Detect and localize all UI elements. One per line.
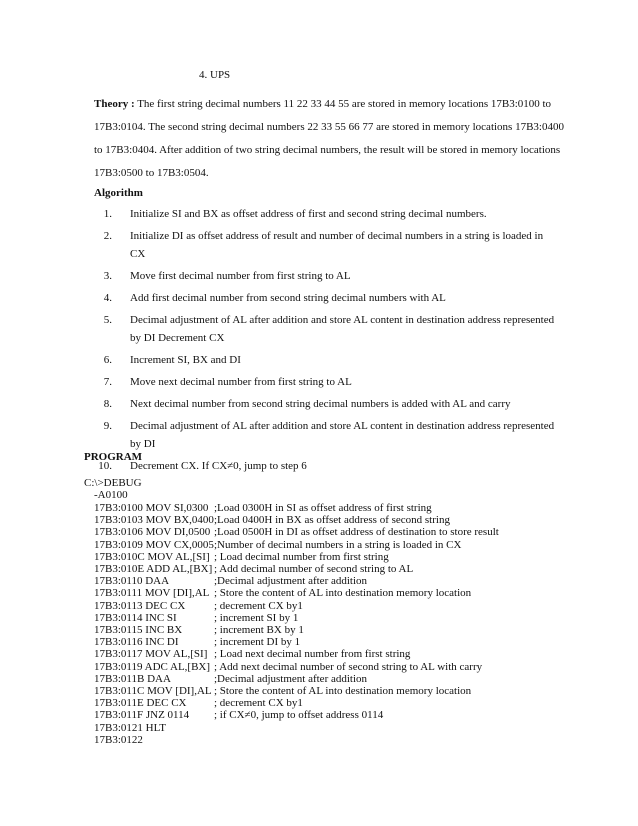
code-comment: ;Decimal adjustment after addition	[214, 672, 368, 685]
code-instruction: 17B3:0114 INC SI	[94, 611, 177, 624]
code-instruction: 17B3:0103 MOV BX,0400	[94, 514, 214, 527]
code-instruction: 17B3:0122	[94, 733, 143, 746]
code-instruction: 17B3:011E DEC CX	[94, 697, 187, 710]
code-instruction: 17B3:0111 MOV [DI],AL	[94, 587, 210, 600]
code-comment: ;Number of decimal numbers in a string is loaded in CX	[214, 538, 462, 551]
algorithm-step-number: 3.	[103, 270, 112, 282]
algorithm-step-text: by DI Decrement CX	[130, 332, 225, 344]
code-instruction: 17B3:0113 DEC CX	[94, 599, 186, 612]
algorithm-step-number: 7.	[103, 376, 112, 388]
algorithm-step-text: Move next decimal number from first string to AL	[130, 376, 352, 388]
algorithm-title: Algorithm	[94, 187, 143, 199]
code-comment: ; decrement CX by1	[214, 697, 303, 710]
code-instruction: 17B3:010E ADD AL,[BX]	[94, 563, 213, 575]
code-instruction: 17B3:0106 MOV DI,0500	[94, 526, 211, 539]
code-instruction: 17B3:011B DAA	[94, 672, 171, 685]
code-instruction: 17B3:0116 INC DI	[94, 636, 179, 649]
code-comment: ; Load next decimal number from first string	[214, 648, 411, 661]
code-comment: ;Load 0400H in BX as offset address of second string	[214, 514, 450, 527]
theory-line-4: 17B3:0500 to 17B3:0504.	[94, 167, 209, 179]
theory-label: Theory :	[94, 98, 135, 110]
page-heading: 4. UPS	[199, 69, 231, 81]
algorithm-step-text: Decrement CX. If CX≠0, jump to step 6	[130, 460, 307, 472]
code-comment: ; increment BX by 1	[214, 624, 304, 636]
code-comment: ; Load decimal number from first string	[214, 550, 389, 563]
algorithm-step-text: Increment SI, BX and DI	[130, 354, 241, 366]
code-comment: ; if CX≠0, jump to offset address 0114	[214, 709, 384, 722]
code-instruction: 17B3:011F JNZ 0114	[94, 709, 190, 722]
algorithm-step-number: 2.	[103, 230, 112, 242]
code-comment: ; increment DI by 1	[214, 636, 301, 649]
code-instruction: 17B3:0110 DAA	[94, 575, 170, 588]
algorithm-step-text: Initialize SI and BX as offset address of first and second string decimal numbers.	[130, 208, 487, 220]
code-instruction: 17B3:0109 MOV CX,0005	[94, 538, 214, 551]
code-instruction: 17B3:011C MOV [DI],AL	[94, 685, 212, 697]
algorithm-step-text: Add first decimal number from second string decimal numbers with AL	[130, 292, 446, 304]
algorithm-step-text: Next decimal number from second string decimal numbers is added with AL and carry	[130, 398, 511, 410]
code-instruction: 17B3:0119 ADC AL,[BX]	[94, 660, 211, 673]
program-title: PROGRAM	[84, 451, 143, 463]
debug-prompt: C:\>DEBUG	[84, 477, 142, 489]
algorithm-step-text: Initialize DI as offset address of result and number of decimal numbers in a string is loaded in	[130, 230, 544, 242]
code-instruction: 17B3:0115 INC BX	[94, 624, 183, 636]
code-instruction: 17B3:0117 MOV AL,[SI]	[94, 648, 208, 661]
theory-line-2: 17B3:0104. The second string decimal numbers 22 33 55 66 77 are stored in memory locations 17B3:0400	[94, 121, 564, 133]
code-instruction: 17B3:0121 HLT	[94, 721, 167, 734]
algorithm-step-text: Decimal adjustment of AL after addition and store AL content in destination address represented	[130, 314, 555, 326]
theory-line-1	[94, 98, 551, 110]
algorithm-step-number: 4.	[103, 292, 112, 304]
theory-line-3: to 17B3:0404. After addition of two string decimal numbers, the result will be stored in memory locations	[94, 144, 561, 156]
algorithm-step-number: 5.	[103, 314, 112, 326]
code-comment: ;Decimal adjustment after addition	[214, 575, 368, 588]
code-comment: ; decrement CX by1	[214, 599, 303, 612]
algorithm-step-number: 6.	[103, 354, 112, 366]
code-comment: ; Store the content of AL into destination memory location	[214, 587, 472, 600]
code-instruction: 17B3:0100 MOV SI,0300	[94, 502, 209, 514]
algorithm-step-text: CX	[130, 248, 146, 260]
code-comment: ;Load 0300H in SI as offset address of first string	[214, 502, 432, 514]
algorithm-step-text: Decimal adjustment of AL after addition and store AL content in destination address represented	[130, 420, 555, 432]
algorithm-step-text: by DI	[130, 438, 156, 450]
theory-text-1: The first string decimal numbers 11 22 33 44 55 are stored in memory locations 17B3:0100 to	[137, 98, 552, 110]
code-comment: ;Load 0500H in DI as offset address of destination to store result	[214, 526, 499, 539]
assemble-command: -A0100	[94, 489, 128, 501]
code-comment: ; Add decimal number of second string to AL	[214, 563, 414, 575]
algorithm-step-text: Move first decimal number from first string to AL	[130, 270, 351, 282]
algorithm-step-number: 10.	[98, 460, 112, 472]
algorithm-step-number: 9.	[103, 420, 112, 432]
code-comment: ; increment SI by 1	[214, 611, 299, 624]
algorithm-step-number: 8.	[103, 398, 112, 410]
code-comment: ; Add next decimal number of second string to AL with carry	[214, 660, 483, 673]
algorithm-step-number: 1.	[103, 208, 112, 220]
code-instruction: 17B3:010C MOV AL,[SI]	[94, 550, 210, 563]
code-comment: ; Store the content of AL into destination memory location	[214, 685, 472, 697]
